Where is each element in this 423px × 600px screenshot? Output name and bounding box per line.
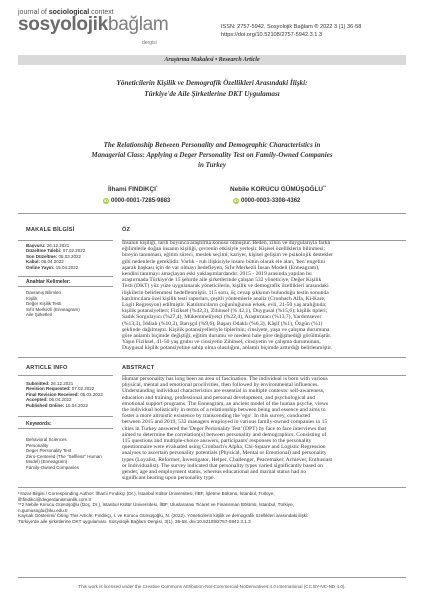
author-2-email[interactable]: n.gumusoglu@iku.edu.tr [18, 507, 68, 513]
divider [18, 357, 406, 358]
divider [18, 375, 113, 376]
divider [18, 276, 113, 277]
abstract-text [122, 376, 406, 481]
issn-block [221, 23, 411, 39]
title-turkish [18, 78, 406, 100]
issn-line: ISSN: 2757-5942. Sosyolojik Bağlam ® 2022 3 (1) 36-58 [221, 24, 362, 30]
keyword: Behavioral Sciences [26, 437, 67, 442]
title-en-line: Managerial Class: Applying a Deger Personality Test on Family-Owned Companies [91, 151, 333, 159]
text-line: Human personality has long been an area of fascination. The individual is born with various [122, 376, 328, 382]
text-line: göre anlamlı biçimde değiştiği, eğitim durumu ve medeni hale göre değişmediği görülmüştür. [122, 333, 332, 340]
tr-keywords [26, 290, 116, 318]
license-text: This work is licensed under the Creative Commons Attribution-NonCommercial-NoDerivatives 4.0 International (CC BY-NC-ND 4.0). [78, 584, 346, 589]
text-line: ilişkilerin belirlenmesi hedeflenmiştir. 115 soru, üç cevap şıkkının bulunduğu testin sonunda [122, 289, 329, 296]
author-1-email[interactable]: ilhfindikci@degerdanismanlik.com.tr [18, 496, 92, 502]
en-keywords [26, 437, 118, 471]
text-line: emotional support programs. The Enneagram, an ancient model of the human psyche, views [122, 400, 329, 407]
keyword: Personality [26, 442, 49, 448]
oz-heading: ÖZ [122, 227, 131, 233]
date-row: Published Online: 15.04.2022 [26, 402, 89, 408]
text-line: education and training, professional and personal development, and psychological and [122, 394, 316, 401]
text-line: İnsanın kişiliği, tarih boyunca araştırma konusu olmuştur. Beden, zihin ve duygularıyla farklı [122, 240, 331, 246]
text-line: or Individualist). The survey indicated that personality types varied significantly based on [122, 462, 323, 469]
text-line: foster a more altruistic existence by transcending the 'ego'. In this survey, conducted [122, 413, 311, 420]
abstract-heading: ABSTRACT [122, 365, 155, 371]
date-row: Online Yayın: 15.04.2022 [26, 264, 79, 270]
citation-line: Kaynak Gösterimi/ Citing This Article: Fındıkçı, İ. ve Korucu Gümüşoğlu, N. (2022). Yöneticilerin kişilik ve demografik özellikleri arasındaki ilişki: [18, 513, 309, 519]
keyword: Sıfır Merkezli (Enneagram) [26, 306, 80, 312]
orcid-icon: iD [104, 198, 108, 203]
date-row: Son Düzeltme: 05.03.2022 [26, 253, 82, 259]
date-row: Submitted: 26.12.2021 [26, 381, 74, 386]
article-type-banner [18, 55, 406, 65]
text-line: bireyin tanınması, eğitim süreci, meslek seçimi, kariyer, kişisel gelişim ve psikolojik destekler [122, 252, 333, 259]
title-en-line: The Relationship Between Personality and Demographic Characteristics in [103, 141, 321, 149]
date-row: Düzeltme Talebi: 07.02.2022 [26, 248, 86, 254]
text-line: (%13,3), İddialı (%10,3), Barışçıl (%9,6), Başarı Odaklı (%6,3), Kâşif (%1), Özgün (%1) [122, 320, 323, 327]
orcid-icon: iD [234, 198, 238, 203]
text-line: questionnaire were evaluated using Cronbach's Alpha, Chi-Square and Logistic Regression [122, 444, 326, 451]
citation-line: Türkiye'de aile şirketlerine DKT uygulaması. Sosyolojik Bağlam Dergisi, 3(1), 36-58. doi:10.52108/2757-5942.3.1.3 [18, 518, 251, 524]
date-row: Başvuru: 26.12.2021 [26, 243, 70, 248]
keyword: Değer Kişilik Testi [26, 301, 62, 307]
text-line: araştırmada Türkiye'de 15 şehirde aile şirketlerinde çalışan 532 yöneticiye, Değer Kişilik [122, 277, 322, 284]
text-line: the individual holistically in terms of a relationship between being and essence and aims to [122, 407, 326, 414]
article-type: Araştırma Makalesi • Research Article [164, 57, 260, 63]
text-line: Understanding individual characteristics are essential in multiple contexts: self-awareness, [122, 388, 325, 395]
title-en-line: in Turkey [198, 161, 226, 169]
divider [18, 487, 406, 488]
divider [18, 213, 406, 214]
en-dates [26, 381, 118, 408]
text-line: Duygusal kişilik potansiyeline sahip olma olasılığını, anlamlı biçimde arttırdığı belirlenmiştir. [122, 345, 333, 352]
author-1: İlhami FINDIKÇI* [108, 184, 158, 194]
title-tr-line: Türkiye'de Aile Şirketlerine DKT Uygulaması [144, 90, 280, 98]
keyword: Zero-Centered (The "Selfless" Human [26, 453, 102, 459]
text-line: Logit Regresyon) edilmiştir. Katılımcıların çoğunluğunun erkek, evli, 21-50 yaş aralığında; [122, 302, 327, 309]
text-line: gibi nedenlerle gereklidir. Varlık - ruh ilişkisiyle insanı bütün olarak ele alan, 'ben' engelini [122, 258, 326, 265]
text-line: şeklinde dağılmıştır. Kişilik potansiyelleriyle tiplerinin; cinsiyete, yaşa ve çalışma durumuna [122, 326, 330, 333]
text-line: significant bearing upon personality type. [122, 475, 216, 482]
tr-dates [26, 243, 116, 270]
text-line: cities in Turkey answered the 'Deger Personality Test' (DPT) by face to face interviews that [122, 425, 327, 432]
text-line: between 2015 and 2019, 532 managers employed in various family-owned companies in 15 [122, 419, 328, 426]
author-2: Nebile KORUCU GÜMÜŞOĞLU** [230, 184, 327, 194]
date-row: Final Revision Received: 05.03.2022 [26, 391, 103, 397]
text-line: physical, mental and emotional proclivities, then followed by environmental influences. [122, 382, 319, 389]
journal-logo-top: journal of sociological context [18, 9, 114, 16]
divider [18, 240, 113, 241]
text-line: eğilimlerle doğan insanın kişiliği, çevrenin etkisiyle yerleşir. Kişisel özelliklerin bilinmesi; [122, 246, 326, 253]
en-keywords-heading: Keywords: [26, 421, 52, 427]
keyword: Aile Şirketleri [26, 312, 53, 318]
text-line: analyses to ascertain personality potentials (Physical, Mental or Emotional) and personality [122, 450, 327, 457]
text-line: katılımcılara özel kişilik testi raporları, çeşitli yöntemlerle analiz (Cronbach Alfa, Ki-Kare, [122, 295, 326, 302]
text-line: Testi (DKT) yüz yüze uygulanarak yöneticilerin, kişilik ve demografik özellikleri arasındaki [122, 283, 329, 290]
oz-text [122, 240, 406, 352]
text-line: aimed to determine the correlation(s) between personality and demographics. Consisting of [122, 431, 327, 438]
text-line: Yaşın Fiziksel, 41-50 yaş grubu ve cinsiyetin Zihinsel, cinsiyetin ve çalışma durumunun, [122, 339, 321, 346]
divider [18, 286, 113, 287]
keyword: Kişilik [26, 295, 38, 301]
date-row: Revision Requested: 07.02.2022 [26, 386, 95, 392]
author-2-orcid[interactable]: iD 0000-0003-3308-4362 [234, 198, 301, 204]
keyword: Deger Personality Test [26, 448, 72, 454]
makale-bilgisi-heading: MAKALE BİLGİSİ [26, 227, 75, 233]
divider [18, 428, 113, 429]
text-line: types (Loyalist, Reformer, Investigator, Helper, Challenger, Peacemaker, Achiever, Enthusiast [122, 456, 333, 463]
doi-link[interactable]: https://doi.org/10.52108/2757-5942.3.1.3 [221, 32, 323, 38]
text-line: 115 questions and multiple-choice answers, participants' responses to the personality [122, 438, 312, 445]
title-english [18, 140, 406, 170]
text-line: kendini tanımayı amaçlayan eski yaklaşımlardandır. 2015 - 2019 arasında yapılan bu [122, 271, 312, 278]
date-row: Accepted: 06.04.2022 [26, 397, 72, 403]
text-line: kişilik potansiyelleri; Fiziksel (%42,3), Zihinsel (% 42,1), Duygusal (%15,6); kişilik tipleri; [122, 308, 328, 315]
article-info-heading: ARTICLE INFO [26, 365, 68, 371]
tr-keywords-heading: Anahtar Kelimeler: [26, 279, 71, 285]
keyword: Family-Owned Companies [26, 464, 80, 470]
divider [18, 577, 406, 578]
keyword: Model) (Enneagram) [26, 459, 68, 465]
author-1-orcid[interactable]: iD 0000-0001-7285-9883 [104, 198, 171, 204]
date-row: Kabul: 06.04.2022 [26, 259, 64, 265]
footnote-author-1: ¹Yazar Bilgisi / Corresponding Author: İlhami Fındıkçı (Dr.), İstanbul Kültür Üniversitesi, İİBF, İşletme Bölümü, İstanbul, Türkiye, [18, 491, 275, 496]
journal-logo: sosyolojikbağlam [18, 14, 169, 35]
footnote-author-2: **2 Nebile Korucu Gümüşoğlu (Doç. Dr.), İstanbul Kültür Üniversitesi, İİBF, Uluslararası Ticaret ve Finansman Bölümü, İstanbul, Türkiye, [18, 502, 294, 508]
text-line: Sadık Sorgulayıcı (%27,4), Mükemmeliyetçi (%22,4), Araştırmacı (%13,7), Yardımsever [122, 314, 322, 321]
text-line: gender, age and employment status, whereas educational and marital status had no [122, 469, 307, 476]
title-tr-line: Yöneticilerin Kişilik ve Demografik Özellikleri Arasındaki İlişki: [116, 79, 308, 87]
journal-logo-sub: dergisi [142, 40, 157, 46]
footnotes [18, 491, 406, 525]
text-line: aşarak başkası için de var olmayı hedefleyen, Sıfır Merkezli İnsan Modeli (Enneagram), [122, 264, 320, 271]
divider [18, 416, 113, 417]
keyword: Davranış Bilimleri [26, 290, 62, 295]
